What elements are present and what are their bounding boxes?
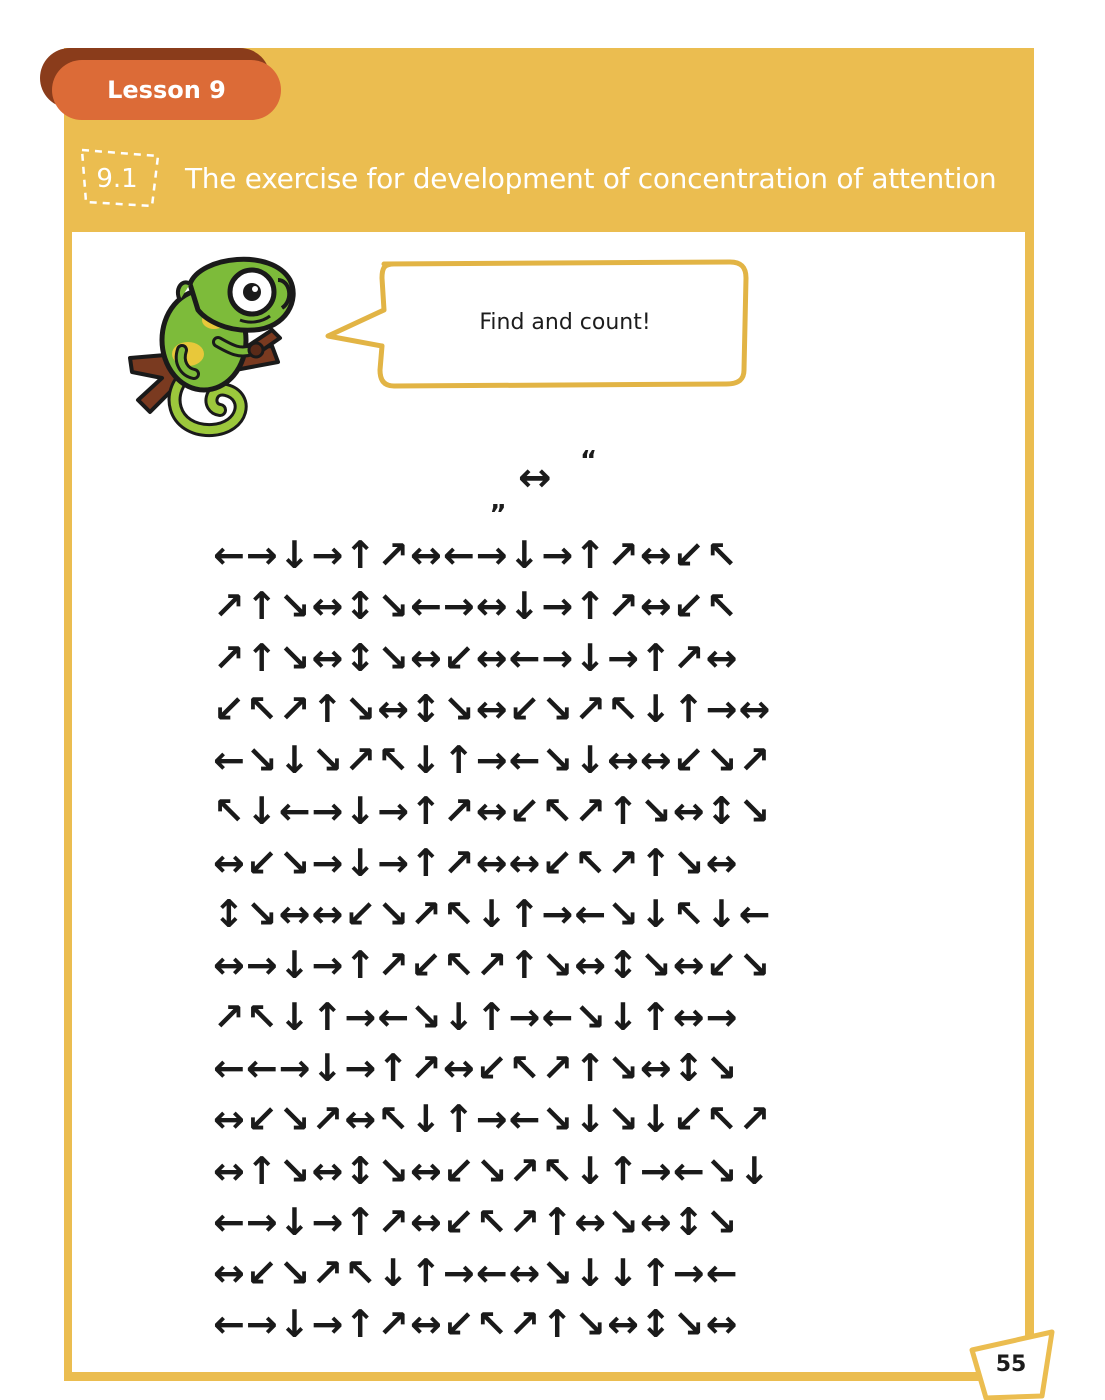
arrow-row: ↔↑↘↔↕↘↔↙↘↗↖↓↑→←↘↓ bbox=[213, 1148, 772, 1193]
page-number: 55 bbox=[995, 1352, 1027, 1377]
lesson-tab bbox=[52, 60, 281, 120]
arrow-row: ↖↓←→↓→↑↗↔↙↖↗↑↘↔↕↘ bbox=[213, 789, 772, 834]
arrow-row: ↔↙↘→↓→↑↗↔↔↙↖↗↑↘↔ bbox=[213, 840, 739, 885]
chameleon-icon bbox=[122, 250, 302, 440]
exercise-number-badge bbox=[78, 144, 160, 208]
target-open-quote: „ bbox=[490, 486, 508, 516]
bubble-text: Find and count! bbox=[479, 310, 651, 335]
exercise-number: 9.1 bbox=[96, 164, 138, 194]
lesson-label: Lesson 9 bbox=[107, 76, 226, 104]
target-arrow: ↔ bbox=[518, 455, 552, 501]
arrow-row: ↔↙↘↗↔↖↓↑→←↘↓↘↓↙↖↗ bbox=[213, 1097, 772, 1142]
arrow-row: ↗↑↘↔↕↘↔↙↔←→↓→↑↗↔ bbox=[213, 635, 739, 680]
arrow-row: ↗↖↓↑→←↘↓↑→←↘↓↑↔→ bbox=[213, 994, 739, 1039]
arrow-row: ↙↖↗↑↘↔↕↘↔↙↘↗↖↓↑→↔ bbox=[213, 686, 772, 731]
arrow-row: ←→↓→↑↗↔↙↖↗↑↔↘↔↕↘ bbox=[213, 1199, 739, 1244]
arrow-row: ↔↙↘↗↖↓↑→←↔↘↓↓↑→← bbox=[213, 1251, 739, 1296]
arrow-row: ←→↓→↑↗↔↙↖↗↑↘↔↕↘↔ bbox=[213, 1302, 739, 1347]
arrow-row: ↕↘↔↔↙↘↗↖↓↑→←↘↓↖↓← bbox=[213, 892, 772, 937]
arrow-row: ←←→↓→↑↗↔↙↖↗↑↘↔↕↘ bbox=[213, 1045, 739, 1090]
arrow-row: ↗↑↘↔↕↘←→↔↓→↑↗↔↙↖ bbox=[213, 584, 739, 629]
arrow-row: ←→↓→↑↗↔←→↓→↑↗↔↙↖ bbox=[213, 533, 739, 577]
target-close-quote: “ bbox=[580, 446, 598, 476]
arrow-row: ←↘↓↘↗↖↓↑→←↘↓↔↔↙↘↗ bbox=[213, 738, 772, 783]
exercise-title: The exercise for development of concentration of attention bbox=[185, 162, 997, 195]
arrow-row: ↔→↓→↑↗↙↖↗↑↘↔↕↘↔↙↘ bbox=[213, 943, 772, 988]
arrow-grid bbox=[213, 530, 893, 1351]
target-symbol bbox=[480, 446, 610, 520]
